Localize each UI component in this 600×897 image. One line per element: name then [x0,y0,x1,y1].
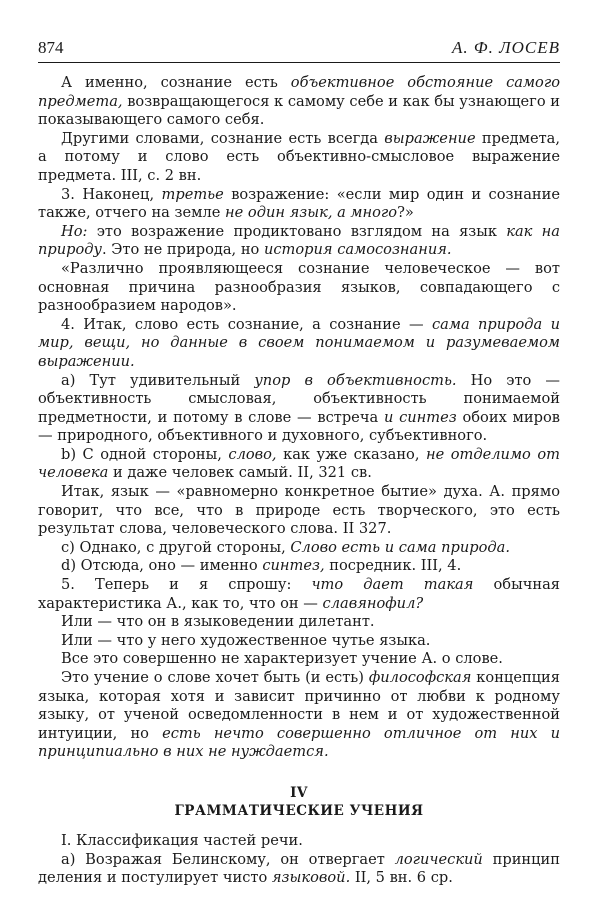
italic-phrase: сама природа и мир, вещи, но данные в своем понимаемом и разумеваемом выражении. [38,315,560,370]
text-run: предмета, а потому и слово есть объективно-смысловое выражение предмета. III, с. 2 вн. [38,129,560,184]
text-run: ?» [397,204,414,222]
text-run: a) Возражая Белинскому, он отвергает [61,850,395,868]
paragraph [38,832,560,851]
paragraph [38,483,560,539]
text-run: возражение: «если мир один и сознание также, отчего на земле [38,185,560,222]
text-run: Итак, язык — «равномерно конкретное бытие» духа. А. прямо говорит, что все, что в природе есть творческого, это есть результат слова, человеческого слова. II 327. [38,483,560,538]
italic-phrase: объективное обстояние самого предмета, [38,74,560,110]
italic-phrase: не один язык, а много [225,204,398,222]
section-title: ГРАММАТИЧЕСКИЕ УЧЕНИЯ [174,802,424,819]
paragraph [38,372,560,446]
text-run: принцип деления и постулирует чисто [38,850,560,887]
text-run: А именно, сознание есть [61,74,291,91]
italic-phrase: есть нечто совершенно отличное от них и принципиально в них не нуждается. [38,724,561,761]
paragraph [38,316,560,372]
italic-phrase: что дает такая [311,576,474,594]
italic-phrase: и синтез [383,408,457,426]
paragraph [38,576,560,613]
text-run: Все это совершенно не характеризует учение А. о слове. [61,650,503,668]
paragraph [38,669,560,762]
paragraph [38,632,560,651]
text-block-after-section [38,832,560,888]
text-run: 4. Итак, слово есть сознание, а сознание — [61,315,432,333]
running-head-author: А. Ф. ЛОСЕВ [452,38,560,57]
text-run: посредник. III, 4. [324,557,462,575]
text-run: Или — что у него художественное чутье языка. [61,631,431,649]
italic-phrase: Слово есть и сама природа. [290,538,510,556]
text-run: «Различно проявляющееся сознание человеческое — вот основная причина разнообразия языков, совпадающего с разнообразием народов». [38,259,560,315]
paragraph [38,74,560,130]
paragraph [38,186,560,223]
italic-phrase: слово, [228,445,277,463]
text-run: a) Тут удивительный [61,371,255,389]
text-run: c) Однако, с другой стороны, [61,538,291,556]
paragraph [38,446,560,483]
italic-phrase: выражение [384,129,476,147]
italic-phrase: логический [394,850,483,868]
text-run: II, 5 вн. 6 ср. [350,869,453,887]
italic-phrase: третье [161,185,224,203]
text-run: и даже человек самый. II, 321 св. [108,464,372,482]
text-run: . Это не природа, но [101,241,264,259]
italic-phrase: языковой. [271,869,351,887]
italic-phrase: история самосознания. [263,241,452,259]
text-run: как уже сказано, [276,445,426,463]
paragraph [38,650,560,669]
paragraph [38,539,560,558]
text-run: возвращающегося к самому себе и как бы узнающего и показывающего самого себя. [38,92,560,129]
paragraph [38,260,560,316]
italic-phrase: славянофил? [322,594,424,612]
paragraph [38,130,560,186]
paragraph [38,557,560,576]
text-run: 5. Теперь и я спрошу: [61,576,312,594]
text-run: Другими словами, сознание есть всегда [61,129,385,147]
text-body [38,74,560,888]
text-run: I. Классификация частей речи. [61,831,303,849]
paragraph [38,223,560,260]
text-run: это возражение продиктовано взглядом на язык [87,222,507,240]
text-block [38,74,560,762]
italic-phrase: упор в объективность. [254,371,457,389]
italic-phrase: синтез, [262,557,325,575]
italic-phrase: как на природу [38,222,560,259]
page-number: 874 [38,38,64,57]
italic-phrase: Но: [61,222,88,240]
paragraph [38,851,560,888]
text-run: 3. Наконец, [61,185,162,203]
running-header [38,38,560,63]
text-run: d) Отсюда, оно — именно [61,557,263,575]
text-run: Это учение о слове хочет быть (и есть) [61,669,369,686]
text-run: концепция языка, которая хотя и зависит причинно от любви к родному языку, от ученой осведомленности в нем и от художественной интуиции, но [38,669,560,742]
text-run: b) С одной стороны, [61,445,229,463]
text-run: Но это — объективность смысловая, объективность понимаемой предметности, и потому в слове — встреча [38,371,560,426]
italic-phrase: не отделимо от человека [38,445,560,482]
section-number: IV [290,784,308,801]
text-run: обычная характеристика А., как то, что он — [38,576,560,612]
italic-phrase: философская [368,669,472,686]
text-run: обоих миров — природного, объективного и духовного, субъективного. [38,408,560,445]
text-run: Или — что он в языковедении дилетант. [61,613,375,631]
paragraph [38,613,560,632]
